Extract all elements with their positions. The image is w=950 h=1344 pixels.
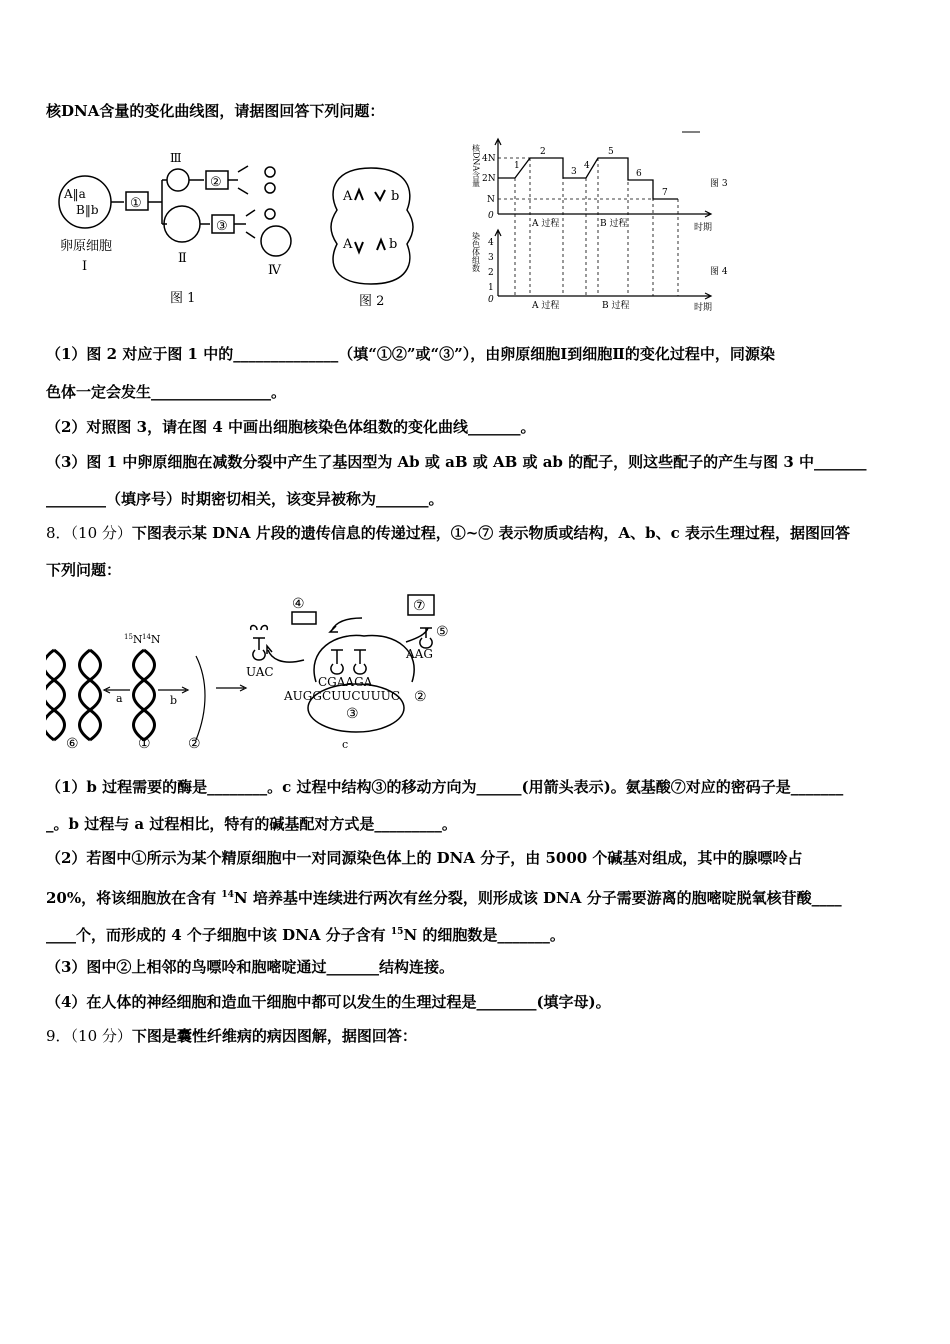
cell-II xyxy=(164,206,200,242)
label-IV: Ⅳ xyxy=(268,263,281,278)
structure-5-label: ⑤ xyxy=(436,624,449,640)
step-2-label: ② xyxy=(210,175,222,190)
y3-tick-N: N xyxy=(487,195,495,205)
segment-5: 5 xyxy=(608,147,614,157)
structure-7-label: ⑦ xyxy=(413,598,426,614)
q9-number: 9．（10 分） xyxy=(46,1027,132,1045)
step-3-label: ③ xyxy=(216,219,228,234)
n14-label: $^{14}$N xyxy=(142,633,161,646)
fig3-proc-B: B 过程 xyxy=(600,219,628,229)
step-1-label: ① xyxy=(130,196,142,211)
q9-line xyxy=(46,1026,417,1046)
q8-sub1-line-2: _。b 过程与 a 过程相比，特有的碱基配对方式是_________。 xyxy=(46,815,457,833)
y4-tick-2: 2 xyxy=(488,268,494,278)
y4-tick-4: 4 xyxy=(488,238,494,248)
ribosome-label: ③ xyxy=(346,706,359,722)
figure-1 xyxy=(50,140,320,315)
segment-7: 7 xyxy=(662,188,668,198)
q7-line-4: （3）图 1 中卵原细胞在减数分裂中产生了基因型为 Ab 或 aB 或 AB 或 ab 的配子，则这些配子的产生与图 3 中_______ xyxy=(46,453,867,471)
segment-3: 3 xyxy=(571,167,577,177)
cell-gene-b: B‖b xyxy=(76,203,99,217)
q7-line-1: （1）图 2 对应于图 1 中的______________（填“①②”或“③”），由卵原细胞Ⅰ到细胞Ⅱ的变化过程中，同源染 xyxy=(46,345,775,363)
y4-tick-1: 1 xyxy=(488,283,494,293)
structure-6-label: ⑥ xyxy=(66,736,79,752)
fig2-gene-A2: A xyxy=(343,237,353,252)
q8-number: 8．（10 分） xyxy=(46,524,132,542)
fig4-proc-B: B 过程 xyxy=(602,301,630,311)
trna-anticodons: CGAAGA xyxy=(318,675,373,689)
oocyte-cell-I xyxy=(59,176,111,228)
y4-tick-3: 3 xyxy=(488,253,494,263)
q8-sub4: （4）在人体的神经细胞和造血干细胞中都可以发生的生理过程是________(填字母)。 xyxy=(46,993,611,1011)
fig1-caption: 图 1 xyxy=(170,291,196,306)
q7-line-2: 色体一定会发生________________。 xyxy=(46,383,287,401)
fig2-caption: 图 2 xyxy=(359,294,385,309)
q8-line-1 xyxy=(46,523,850,543)
q8-line-2: 下列问题： xyxy=(46,561,122,579)
fig2-gene-A1: A xyxy=(343,189,353,204)
label-III: Ⅲ xyxy=(170,151,182,165)
y4-tick-0: 0 xyxy=(488,295,494,305)
segment-4: 4 xyxy=(584,161,590,171)
dividing-cell xyxy=(331,168,413,284)
q8-text: 下图表示某 DNA 片段的遗传信息的传递过程，①~⑦ 表示物质或结构，A、b、c 表示生理过程，据图回答 xyxy=(131,524,850,542)
y3-tick-2N: 2N xyxy=(482,174,496,184)
q8-sub1-line-1: （1）b 过程需要的酶是________。c 过程中结构③的移动方向为______(用箭头表示)。氨基酸⑦对应的密码子是_______ xyxy=(46,778,844,796)
fig3-caption: 图 3 xyxy=(710,179,728,189)
y4-axis-label: 染色体组数 xyxy=(471,232,481,272)
y3-tick-0: 0 xyxy=(488,211,494,221)
helix-6 xyxy=(46,650,101,740)
fig2-gene-b1: b xyxy=(391,189,400,204)
cell-III xyxy=(167,169,189,191)
q8-sub2-line-1: （2）若图中①所示为某个精原细胞中一对同源染色体上的 DNA 分子，由 5000 个碱基对组成，其中的腺嘌呤占 xyxy=(46,849,803,867)
mrna-label: ② xyxy=(414,689,427,705)
anticodon-uac: UAC xyxy=(246,665,274,679)
fig2-gene-b2: b xyxy=(389,237,398,252)
process-c-label: c xyxy=(342,738,349,751)
n15-label: $^{15}$N xyxy=(124,633,143,646)
fig3-xlabel: 时期 xyxy=(694,223,713,233)
fig3-proc-A: A 过程 xyxy=(532,219,560,229)
structure-1-label: ① xyxy=(138,736,151,752)
fig4-caption: 图 4 xyxy=(710,267,728,277)
structure-4-label: ④ xyxy=(292,596,305,612)
figure-2 xyxy=(325,160,425,315)
figure-dna-transfer xyxy=(46,590,466,755)
q8-sub2-line-3: ____个，而形成的 4 个子细胞中该 DNA 分子含有 $^{15}$N 的细胞数是_______。 xyxy=(46,926,565,944)
intro-text: 核DNA含量的变化曲线图，请据图回答下列问题： xyxy=(46,102,385,120)
segment-6: 6 xyxy=(636,169,642,179)
q8-sub2-line-2: 20%，将该细胞放在含有 $^{14}$N 培养基中连续进行两次有丝分裂，则形成该 DNA 分子需要游离的胞嘧啶脱氧核苷酸____ xyxy=(46,889,842,907)
label-II: Ⅱ xyxy=(178,251,187,266)
q7-line-3: （2）对照图 3，请在图 4 中画出细胞核染色体组数的变化曲线_______。 xyxy=(46,418,536,436)
q9-text: 下图是囊性纤维病的病因图解，据图回答： xyxy=(131,1027,417,1045)
segment-2: 2 xyxy=(540,147,546,157)
cell-IV xyxy=(261,226,291,256)
y3-tick-4N: 4N xyxy=(482,154,496,164)
q7-line-5: ________（填序号）时期密切相关，该变异被称为_______。 xyxy=(46,490,444,508)
figure-3-4 xyxy=(470,128,740,320)
process-b-label: b xyxy=(170,694,178,707)
label-oocyte: 卵原细胞 xyxy=(60,239,113,254)
anticodon-aag: AAG xyxy=(406,647,433,661)
structure-2-label: ② xyxy=(188,736,201,752)
process-a-label: a xyxy=(116,692,123,705)
y3-axis-label: 核DNA含量 xyxy=(471,144,481,188)
fig4-xlabel: 时期 xyxy=(694,303,713,313)
q8-sub3: （3）图中②上相邻的鸟嘌呤和胞嘧啶通过_______结构连接。 xyxy=(46,958,454,976)
fig4-proc-A: A 过程 xyxy=(532,301,560,311)
mrna-sequence: AUGGCUUCUUUC xyxy=(284,689,401,703)
label-I: Ⅰ xyxy=(82,259,88,274)
cell-gene-a: A‖a xyxy=(64,187,86,201)
segment-1: 1 xyxy=(514,161,520,171)
